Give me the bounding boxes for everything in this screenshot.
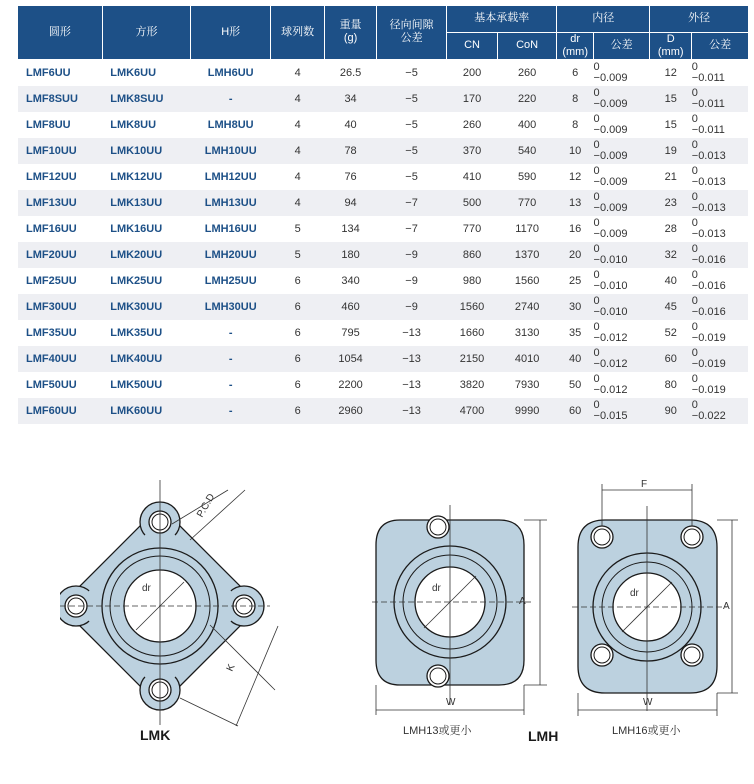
cell-outer-tol: [692, 398, 748, 424]
cell-outer-tol-upper: 0: [691, 320, 698, 333]
cell-h-shape: LMH16UU: [191, 216, 271, 242]
cell-inner-tol-lower: −0.009: [593, 149, 628, 162]
cell-outer-tol: [692, 346, 748, 372]
cell-inner-tol-lower: −0.015: [593, 409, 628, 422]
cell-inner-tol-lower: −0.012: [593, 331, 628, 344]
header-ball-rows: 球列数: [271, 6, 325, 59]
cell-inner-tol-lower: −0.009: [593, 71, 628, 84]
cell-inner-tol: [594, 242, 650, 268]
cell-outer-tol-lower: −0.013: [691, 149, 726, 162]
cell-clearance: −5: [376, 86, 446, 112]
header-h-shape: H形: [191, 6, 271, 59]
cell-outer-tol-upper: 0: [691, 294, 698, 307]
header-d-label: D: [666, 32, 675, 45]
cell-inner-tol: [594, 398, 650, 424]
cell-ball-rows: 5: [271, 242, 325, 268]
cell-inner-tol-upper: 0: [593, 60, 600, 73]
cell-cn: 2150: [447, 346, 498, 372]
cell-weight: 94: [325, 190, 377, 216]
cell-cn: 410: [447, 164, 498, 190]
cell-cn: 860: [447, 242, 498, 268]
cell-cn: 170: [447, 86, 498, 112]
header-round: 圆形: [18, 6, 102, 59]
cell-cn: 980: [447, 268, 498, 294]
header-outer-diameter: 外径: [650, 6, 748, 32]
cell-inner-tol-upper: 0: [593, 190, 600, 203]
cell-outer-tol-lower: −0.011: [691, 123, 725, 136]
cell-square: LMK50UU: [102, 372, 191, 398]
cell-h-shape: LMH30UU: [191, 294, 271, 320]
cell-square: LMK16UU: [102, 216, 191, 242]
cell-con: 400: [497, 112, 556, 138]
cell-inner-tol-upper: 0: [593, 320, 600, 333]
cell-con: 540: [497, 138, 556, 164]
cell-weight: 134: [325, 216, 377, 242]
cell-cn: 3820: [447, 372, 498, 398]
cell-inner-tol-upper: 0: [593, 294, 600, 307]
cell-weight: 78: [325, 138, 377, 164]
header-inner-tol: 公差: [594, 32, 650, 59]
cell-outer-tol: [692, 190, 748, 216]
cell-round: LMF8SUU: [18, 86, 102, 112]
cell-cn: 200: [447, 59, 498, 86]
table-row: [18, 216, 748, 242]
cell-dr: 35: [557, 320, 594, 346]
cell-dr: 10: [557, 138, 594, 164]
cell-outer-tol-lower: −0.013: [691, 227, 726, 240]
lmh-large-w-label: W: [643, 697, 653, 708]
cell-d: 32: [650, 242, 692, 268]
cell-dr: 8: [557, 86, 594, 112]
header-load-rating: 基本承载率: [447, 6, 557, 32]
cell-outer-tol-upper: 0: [691, 372, 698, 385]
cell-con: 3130: [497, 320, 556, 346]
cell-h-shape: -: [191, 398, 271, 424]
cell-outer-tol-lower: −0.019: [691, 357, 726, 370]
cell-con: 260: [497, 59, 556, 86]
cell-h-shape: -: [191, 346, 271, 372]
cell-weight: 2960: [325, 398, 377, 424]
cell-outer-tol-upper: 0: [691, 242, 698, 255]
cell-cn: 370: [447, 138, 498, 164]
cell-d: 80: [650, 372, 692, 398]
cell-inner-tol-lower: −0.009: [593, 227, 628, 240]
cell-outer-tol-lower: −0.019: [691, 331, 726, 344]
lmh-small-diagram: [372, 500, 552, 722]
cell-h-shape: -: [191, 86, 271, 112]
header-dr-unit: (mm): [562, 45, 588, 58]
cell-weight: 1054: [325, 346, 377, 372]
spec-table-body: [18, 59, 748, 424]
cell-outer-tol-lower: −0.016: [691, 253, 726, 266]
cell-inner-tol: [594, 138, 650, 164]
cell-weight: 76: [325, 164, 377, 190]
cell-con: 1560: [497, 268, 556, 294]
cell-ball-rows: 6: [271, 294, 325, 320]
cell-d: 12: [650, 59, 692, 86]
table-row: [18, 372, 748, 398]
cell-inner-tol-upper: 0: [593, 112, 600, 125]
cell-h-shape: -: [191, 372, 271, 398]
lmk-dr-label: dr: [142, 583, 151, 594]
cell-weight: 26.5: [325, 59, 377, 86]
cell-cn: 260: [447, 112, 498, 138]
cell-inner-tol: [594, 320, 650, 346]
cell-ball-rows: 4: [271, 138, 325, 164]
cell-outer-tol-lower: −0.013: [691, 175, 726, 188]
cell-ball-rows: 4: [271, 112, 325, 138]
table-row: [18, 86, 748, 112]
cell-inner-tol: [594, 190, 650, 216]
cell-outer-tol-upper: 0: [691, 138, 698, 151]
header-dr: [557, 32, 594, 59]
cell-inner-tol: [594, 59, 650, 86]
table-row: [18, 138, 748, 164]
cell-con: 4010: [497, 346, 556, 372]
cell-dr: 12: [557, 164, 594, 190]
cell-outer-tol: [692, 294, 748, 320]
cell-inner-tol-upper: 0: [593, 372, 600, 385]
cell-cn: 500: [447, 190, 498, 216]
cell-square: LMK25UU: [102, 268, 191, 294]
cell-d: 15: [650, 86, 692, 112]
cell-outer-tol-upper: 0: [691, 398, 698, 411]
cell-clearance: −13: [376, 320, 446, 346]
cell-ball-rows: 4: [271, 59, 325, 86]
cell-dr: 8: [557, 112, 594, 138]
cell-clearance: −5: [376, 164, 446, 190]
cell-outer-tol-lower: −0.019: [691, 383, 726, 396]
cell-outer-tol-upper: 0: [691, 60, 698, 73]
cell-square: LMK13UU: [102, 190, 191, 216]
cell-inner-tol: [594, 216, 650, 242]
lmk-title: LMK: [140, 727, 171, 743]
cell-d: 28: [650, 216, 692, 242]
cell-cn: 1660: [447, 320, 498, 346]
cell-dr: 60: [557, 398, 594, 424]
cell-outer-tol: [692, 112, 748, 138]
cell-round: LMF12UU: [18, 164, 102, 190]
table-row: [18, 320, 748, 346]
cell-h-shape: LMH20UU: [191, 242, 271, 268]
cell-weight: 795: [325, 320, 377, 346]
cell-clearance: −5: [376, 138, 446, 164]
cell-dr: 25: [557, 268, 594, 294]
cell-outer-tol: [692, 320, 748, 346]
cell-inner-tol-lower: −0.010: [593, 279, 628, 292]
cell-inner-tol: [594, 294, 650, 320]
cell-clearance: −5: [376, 112, 446, 138]
cell-square: LMK60UU: [102, 398, 191, 424]
cell-inner-tol-upper: 0: [593, 138, 600, 151]
table-row: [18, 112, 748, 138]
cell-inner-tol-lower: −0.010: [593, 305, 628, 318]
header-radial-clearance: [376, 6, 446, 59]
cell-outer-tol-upper: 0: [691, 216, 698, 229]
cell-clearance: −7: [376, 190, 446, 216]
header-weight-label: 重量: [339, 19, 362, 32]
cell-inner-tol: [594, 346, 650, 372]
cell-con: 2740: [497, 294, 556, 320]
cell-clearance: −13: [376, 398, 446, 424]
header-con: CoN: [497, 32, 556, 59]
cell-outer-tol: [692, 164, 748, 190]
cell-ball-rows: 6: [271, 268, 325, 294]
cell-ball-rows: 6: [271, 398, 325, 424]
cell-dr: 50: [557, 372, 594, 398]
cell-weight: 460: [325, 294, 377, 320]
cell-inner-tol-upper: 0: [593, 164, 600, 177]
header-radial-clearance-label: 径向间隙: [389, 19, 434, 32]
cell-square: LMK20UU: [102, 242, 191, 268]
cell-inner-tol-lower: −0.009: [593, 97, 628, 110]
cell-con: 1170: [497, 216, 556, 242]
cell-round: LMF50UU: [18, 372, 102, 398]
lmk-k-label: K: [224, 662, 238, 674]
table-row: [18, 242, 748, 268]
cell-round: LMF6UU: [18, 59, 102, 86]
lmh-title: LMH: [528, 728, 559, 744]
cell-weight: 340: [325, 268, 377, 294]
cell-dr: 6: [557, 59, 594, 86]
cell-inner-tol-lower: −0.009: [593, 175, 628, 188]
cell-round: LMF25UU: [18, 268, 102, 294]
cell-round: LMF40UU: [18, 346, 102, 372]
cell-inner-tol: [594, 86, 650, 112]
cell-round: LMF30UU: [18, 294, 102, 320]
cell-ball-rows: 5: [271, 216, 325, 242]
cell-inner-tol-lower: −0.012: [593, 357, 628, 370]
cell-inner-tol-upper: 0: [593, 268, 600, 281]
cell-square: LMK8UU: [102, 112, 191, 138]
cell-outer-tol-upper: 0: [691, 112, 698, 125]
cell-inner-tol-lower: −0.010: [593, 253, 628, 266]
cell-h-shape: -: [191, 320, 271, 346]
lmh-large-diagram: [572, 476, 748, 722]
cell-h-shape: LMH8UU: [191, 112, 271, 138]
cell-outer-tol-lower: −0.013: [691, 201, 726, 214]
cell-h-shape: LMH13UU: [191, 190, 271, 216]
cell-square: LMK8SUU: [102, 86, 191, 112]
cell-outer-tol: [692, 268, 748, 294]
lmh-small-caption: LMH13或更小: [403, 725, 472, 737]
cell-square: LMK10UU: [102, 138, 191, 164]
cell-h-shape: LMH12UU: [191, 164, 271, 190]
cell-con: 1370: [497, 242, 556, 268]
cell-outer-tol-upper: 0: [691, 268, 698, 281]
cell-outer-tol: [692, 242, 748, 268]
cell-con: 220: [497, 86, 556, 112]
lmh-large-dr-label: dr: [630, 588, 639, 599]
cell-dr: 20: [557, 242, 594, 268]
cell-outer-tol-upper: 0: [691, 346, 698, 359]
cell-con: 590: [497, 164, 556, 190]
cell-inner-tol-upper: 0: [593, 242, 600, 255]
cell-dr: 13: [557, 190, 594, 216]
cell-inner-tol-upper: 0: [593, 346, 600, 359]
lmh-large-f-label: F: [641, 479, 648, 490]
header-cn: CN: [447, 32, 498, 59]
lmh-small-a-label: A: [519, 596, 526, 607]
cell-outer-tol-lower: −0.022: [691, 409, 726, 422]
cell-dr: 16: [557, 216, 594, 242]
cell-dr: 40: [557, 346, 594, 372]
cell-clearance: −9: [376, 294, 446, 320]
cell-inner-tol: [594, 372, 650, 398]
cell-square: LMK6UU: [102, 59, 191, 86]
cell-round: LMF35UU: [18, 320, 102, 346]
cell-outer-tol-lower: −0.011: [691, 97, 725, 110]
cell-clearance: −9: [376, 268, 446, 294]
cell-clearance: −7: [376, 216, 446, 242]
cell-cn: 4700: [447, 398, 498, 424]
cell-inner-tol: [594, 112, 650, 138]
cell-weight: 180: [325, 242, 377, 268]
lmh-large-caption: LMH16或更小: [612, 725, 681, 737]
cell-outer-tol-upper: 0: [691, 86, 698, 99]
header-inner-diameter: 内径: [557, 6, 650, 32]
cell-round: LMF10UU: [18, 138, 102, 164]
cell-weight: 34: [325, 86, 377, 112]
cell-d: 40: [650, 268, 692, 294]
cell-clearance: −9: [376, 242, 446, 268]
cell-d: 19: [650, 138, 692, 164]
cell-con: 7930: [497, 372, 556, 398]
cell-d: 45: [650, 294, 692, 320]
header-d-unit: (mm): [657, 45, 684, 58]
cell-inner-tol-upper: 0: [593, 216, 600, 229]
cell-d: 60: [650, 346, 692, 372]
table-row: [18, 346, 748, 372]
cell-cn: 770: [447, 216, 498, 242]
table-row: [18, 398, 748, 424]
cell-ball-rows: 4: [271, 164, 325, 190]
header-square: 方形: [102, 6, 191, 59]
cell-con: 9990: [497, 398, 556, 424]
cell-clearance: −5: [376, 59, 446, 86]
cell-h-shape: LMH6UU: [191, 59, 271, 86]
header-dr-label: dr: [570, 32, 581, 45]
cell-inner-tol-lower: −0.009: [593, 201, 628, 214]
cell-inner-tol-lower: −0.009: [593, 123, 628, 136]
cell-cn: 1560: [447, 294, 498, 320]
table-row: [18, 164, 748, 190]
spec-table: [18, 6, 748, 424]
cell-inner-tol-upper: 0: [593, 398, 600, 411]
cell-outer-tol-lower: −0.011: [691, 71, 725, 84]
cell-round: LMF13UU: [18, 190, 102, 216]
cell-clearance: −13: [376, 346, 446, 372]
cell-h-shape: LMH10UU: [191, 138, 271, 164]
cell-d: 52: [650, 320, 692, 346]
cell-outer-tol: [692, 59, 748, 86]
header-d: [650, 32, 692, 59]
cell-ball-rows: 4: [271, 190, 325, 216]
table-row: [18, 294, 748, 320]
cell-d: 15: [650, 112, 692, 138]
cell-round: LMF16UU: [18, 216, 102, 242]
cell-outer-tol-lower: −0.016: [691, 279, 726, 292]
lmh-large-a-label: A: [723, 601, 730, 612]
lmk-pcd-label: P.C.D: [195, 492, 218, 520]
cell-square: LMK30UU: [102, 294, 191, 320]
header-radial-clearance-tol: 公差: [400, 32, 423, 45]
cell-inner-tol-lower: −0.012: [593, 383, 628, 396]
table-row: [18, 59, 748, 86]
cell-weight: 2200: [325, 372, 377, 398]
lmh-small-w-label: W: [446, 697, 456, 708]
cell-ball-rows: 6: [271, 346, 325, 372]
cell-clearance: −13: [376, 372, 446, 398]
cell-inner-tol: [594, 164, 650, 190]
cell-round: LMF8UU: [18, 112, 102, 138]
cell-ball-rows: 6: [271, 372, 325, 398]
cell-round: LMF60UU: [18, 398, 102, 424]
cell-outer-tol-upper: 0: [691, 164, 698, 177]
header-weight: [325, 6, 377, 59]
cell-outer-tol-lower: −0.016: [691, 305, 726, 318]
cell-dr: 30: [557, 294, 594, 320]
header-outer-tol: 公差: [692, 32, 748, 59]
cell-outer-tol-upper: 0: [691, 190, 698, 203]
cell-con: 770: [497, 190, 556, 216]
cell-d: 21: [650, 164, 692, 190]
lmk-diagram: [60, 480, 320, 730]
cell-weight: 40: [325, 112, 377, 138]
cell-square: LMK35UU: [102, 320, 191, 346]
cell-inner-tol: [594, 268, 650, 294]
table-row: [18, 190, 748, 216]
cell-d: 23: [650, 190, 692, 216]
cell-outer-tol: [692, 138, 748, 164]
cell-outer-tol: [692, 86, 748, 112]
cell-d: 90: [650, 398, 692, 424]
cell-ball-rows: 4: [271, 86, 325, 112]
header-weight-unit: (g): [343, 32, 358, 45]
table-row: [18, 268, 748, 294]
cell-inner-tol-upper: 0: [593, 86, 600, 99]
cell-round: LMF20UU: [18, 242, 102, 268]
cell-square: LMK12UU: [102, 164, 191, 190]
cell-ball-rows: 6: [271, 320, 325, 346]
cell-square: LMK40UU: [102, 346, 191, 372]
cell-outer-tol: [692, 216, 748, 242]
lmh-small-dr-label: dr: [432, 583, 441, 594]
cell-h-shape: LMH25UU: [191, 268, 271, 294]
cell-outer-tol: [692, 372, 748, 398]
